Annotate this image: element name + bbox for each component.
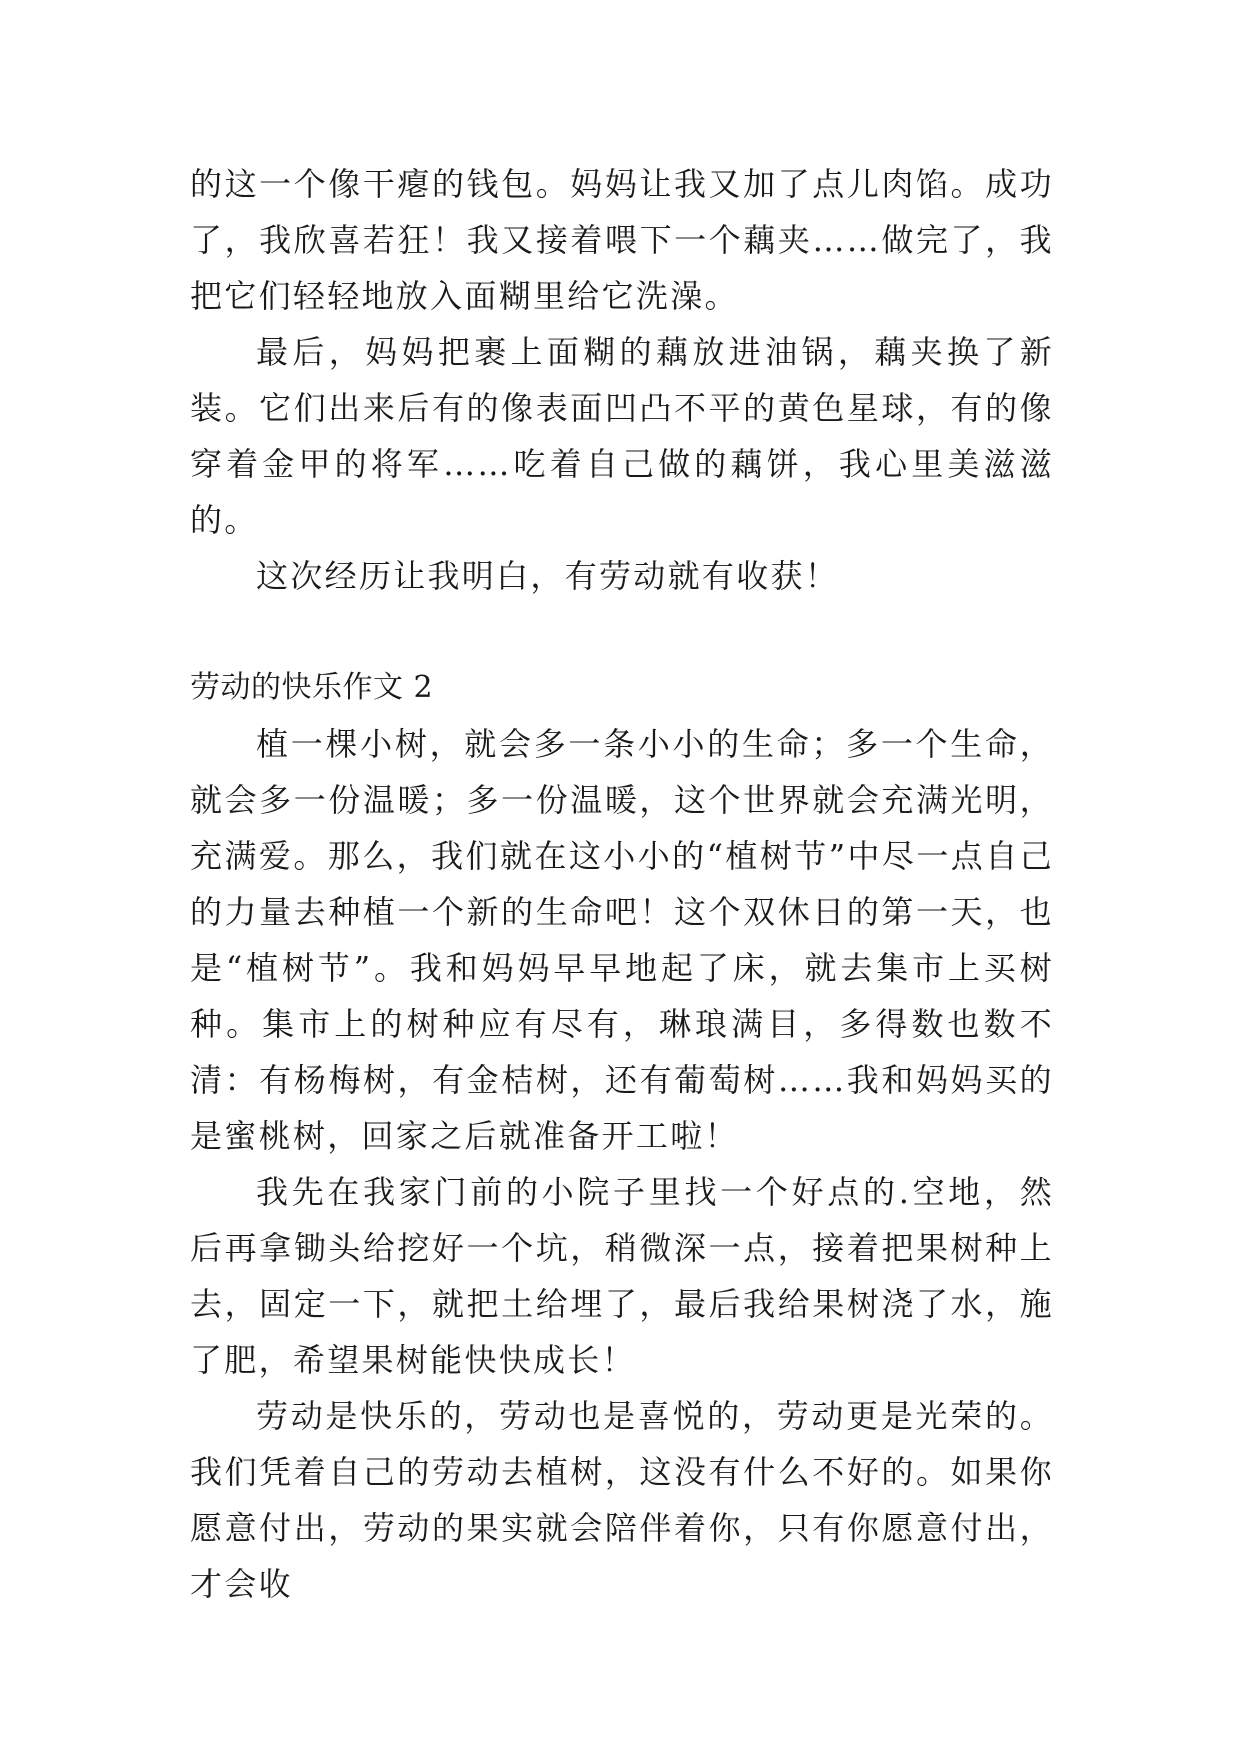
paragraph-labor-joy: 劳动是快乐的，劳动也是喜悦的，劳动更是光荣的。我们凭着自己的劳动去植树，这没有什么不好的。如果你愿意付出，劳动的果实就会陪伴着你，只有你愿意付出，才会收 xyxy=(190,1397,1054,1603)
paragraph-continuation: 的这一个像干瘪的钱包。妈妈让我又加了点儿肉馅。成功了，我欣喜若狂！我又接着喂下一个藕夹……做完了，我把它们轻轻地放入面糊里给它洗澡。 xyxy=(190,165,1054,315)
essay-heading: 劳动的快乐作文 2 xyxy=(190,670,434,705)
document-body xyxy=(190,156,1054,1612)
paragraph-planting-process: 我先在我家门前的小院子里找一个好点的.空地，然后再拿锄头给挖好一个坑，稍微深一点，接着把果树种上去，固定一下，就把土给埋了，最后我给果树浇了水，施了肥，希望果树能快快成长！ xyxy=(190,1173,1054,1379)
paragraph-frying: 最后，妈妈把裹上面糊的藕放进油锅，藕夹换了新装。它们出来后有的像表面凹凸不平的黄色星球，有的像穿着金甲的将军……吃着自己做的藕饼，我心里美滋滋的。 xyxy=(190,333,1054,539)
paragraph-conclusion: 这次经历让我明白，有劳动就有收获！ xyxy=(256,557,840,595)
paragraph-planting-intro: 植一棵小树，就会多一条小小的生命；多一个生命，就会多一份温暖；多一份温暖，这个世界就会充满光明，充满爱。那么，我们就在这小小的“植树节”中尽一点自己的力量去种植一个新的生命吧！这个双休日的第一天，也是“植树节”。我和妈妈早早地起了床，就去集市上买树种。集市上的树种应有尽有，琳琅满目，多得数也数不清：有杨梅树，有金桔树，还有葡萄树……我和妈妈买的是蜜桃树，回家之后就准备开工啦！ xyxy=(190,725,1054,1155)
